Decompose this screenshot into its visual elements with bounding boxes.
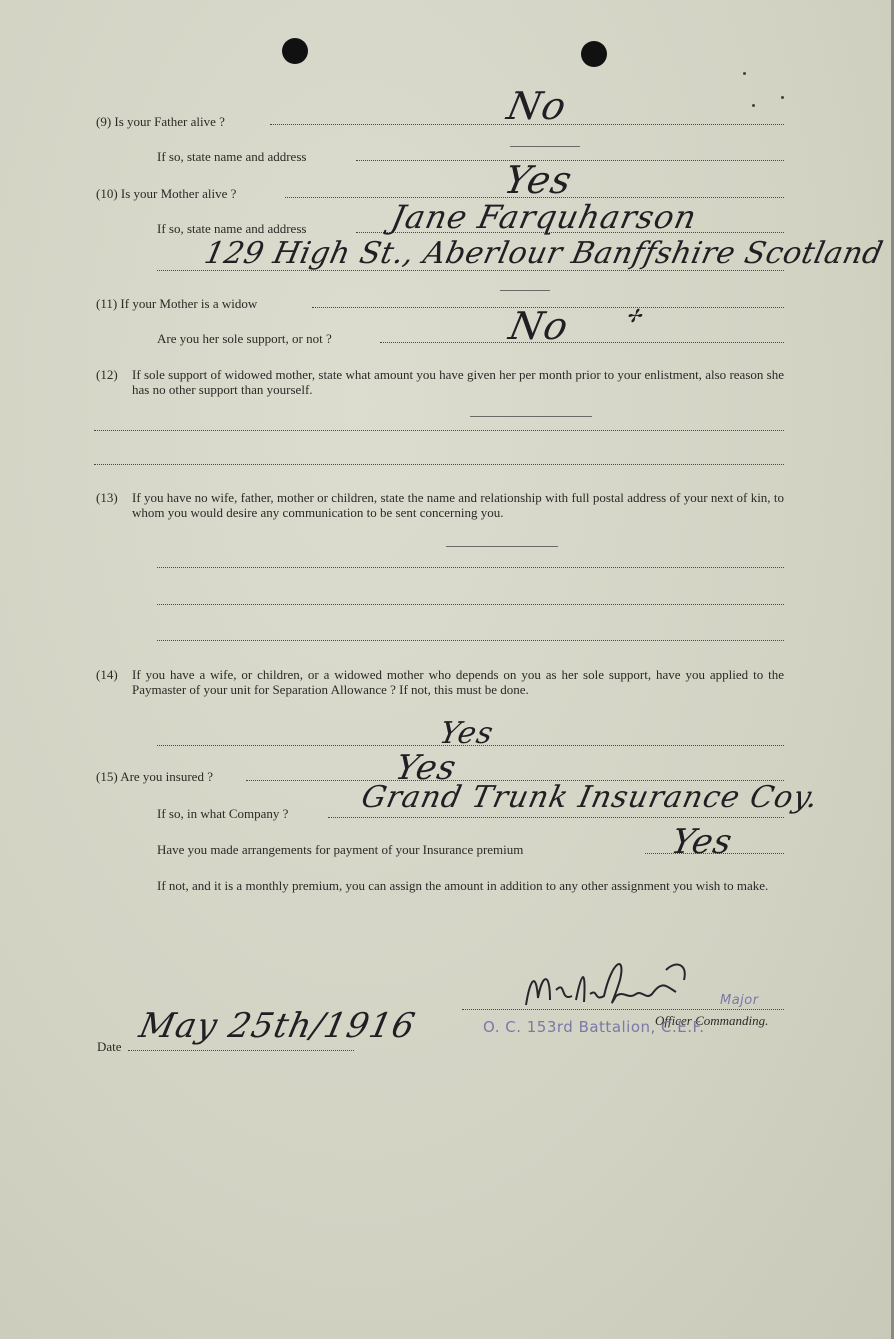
- q9-if-label: If so, state name and address: [157, 149, 307, 164]
- q13-line-3: [157, 640, 784, 641]
- q13-dash: [446, 546, 558, 547]
- speck: [743, 72, 746, 75]
- q12-number: (12): [96, 367, 118, 382]
- date-value: May 25th/1916: [135, 1006, 420, 1046]
- q10-answer: Yes: [500, 158, 577, 202]
- q9-answer: No: [503, 84, 571, 128]
- officer-rank-stamp: Major: [720, 993, 759, 1008]
- q15-company-answer: Grand Trunk Insurance Coy.: [358, 780, 822, 815]
- q10-address: 129 High St., Aberlour Banffshire Scotland: [201, 236, 887, 271]
- q13-text: If you have no wife, father, mother or children, state the name and relationship with full postal address of your next of kin, to whom you would desire any communication to be sent concerning you.: [132, 490, 784, 520]
- q15-label: (15) Are you insured ?: [96, 769, 213, 784]
- q11-sole-answer: No: [505, 304, 573, 348]
- q10-name: Jane Farquharson: [387, 198, 701, 236]
- officer-title: Officer Commanding.: [655, 1013, 769, 1028]
- q11-mark: ✢: [623, 306, 645, 327]
- q12-text-body: If sole support of widowed mother, state what amount you have given her per month prior to your enlistment, also reason she has no other support than yourself.: [132, 367, 784, 397]
- punch-hole-left: [282, 38, 308, 64]
- q11-dash: [500, 290, 550, 291]
- q12-line-2: [94, 464, 784, 465]
- date-line: [128, 1050, 354, 1051]
- q15-premium-label: Have you made arrangements for payment of your Insurance premium: [157, 842, 524, 857]
- q10-if-label: If so, state name and address: [157, 221, 307, 236]
- q11-sole-line: [380, 342, 784, 343]
- officer-signature: [516, 950, 716, 1020]
- q10-label: (10) Is your Mother alive ?: [96, 186, 237, 201]
- q12-dash: [470, 416, 592, 417]
- q14-answer: Yes: [436, 716, 498, 751]
- q14-number: (14): [96, 667, 118, 682]
- q14-text: If you have a wife, or children, or a widowed mother who depends on you as her sole support, have you applied to the Paymaster of your unit for Separation Allowance ? If not, this must be done.: [132, 667, 784, 697]
- q15-answer: Yes: [391, 748, 461, 788]
- q11-label: (11) If your Mother is a widow: [96, 296, 258, 311]
- battalion-stamp: O. C. 153rd Battalion, C.E.F.: [483, 1018, 705, 1036]
- q11-sole-label: Are you her sole support, or not ?: [157, 331, 332, 346]
- q15-premium-answer: Yes: [667, 822, 737, 862]
- q9-label: (9) Is your Father alive ?: [96, 114, 225, 129]
- date-label: Date: [97, 1039, 122, 1054]
- q15-company-label: If so, in what Company ?: [157, 806, 289, 821]
- speck: [752, 104, 755, 107]
- speck: [781, 96, 784, 99]
- q15-company-line: [328, 817, 784, 818]
- q12-line-1: [94, 430, 784, 431]
- q13-number: (13): [96, 490, 118, 505]
- q13-line-2: [157, 604, 784, 605]
- q9-if-dash: [510, 146, 580, 147]
- q15-note: If not, and it is a monthly premium, you can assign the amount in addition to any other assignment you wish to make.: [157, 878, 769, 893]
- q13-line-1: [157, 567, 784, 568]
- q12-text: [132, 367, 784, 397]
- punch-hole-right: [581, 41, 607, 67]
